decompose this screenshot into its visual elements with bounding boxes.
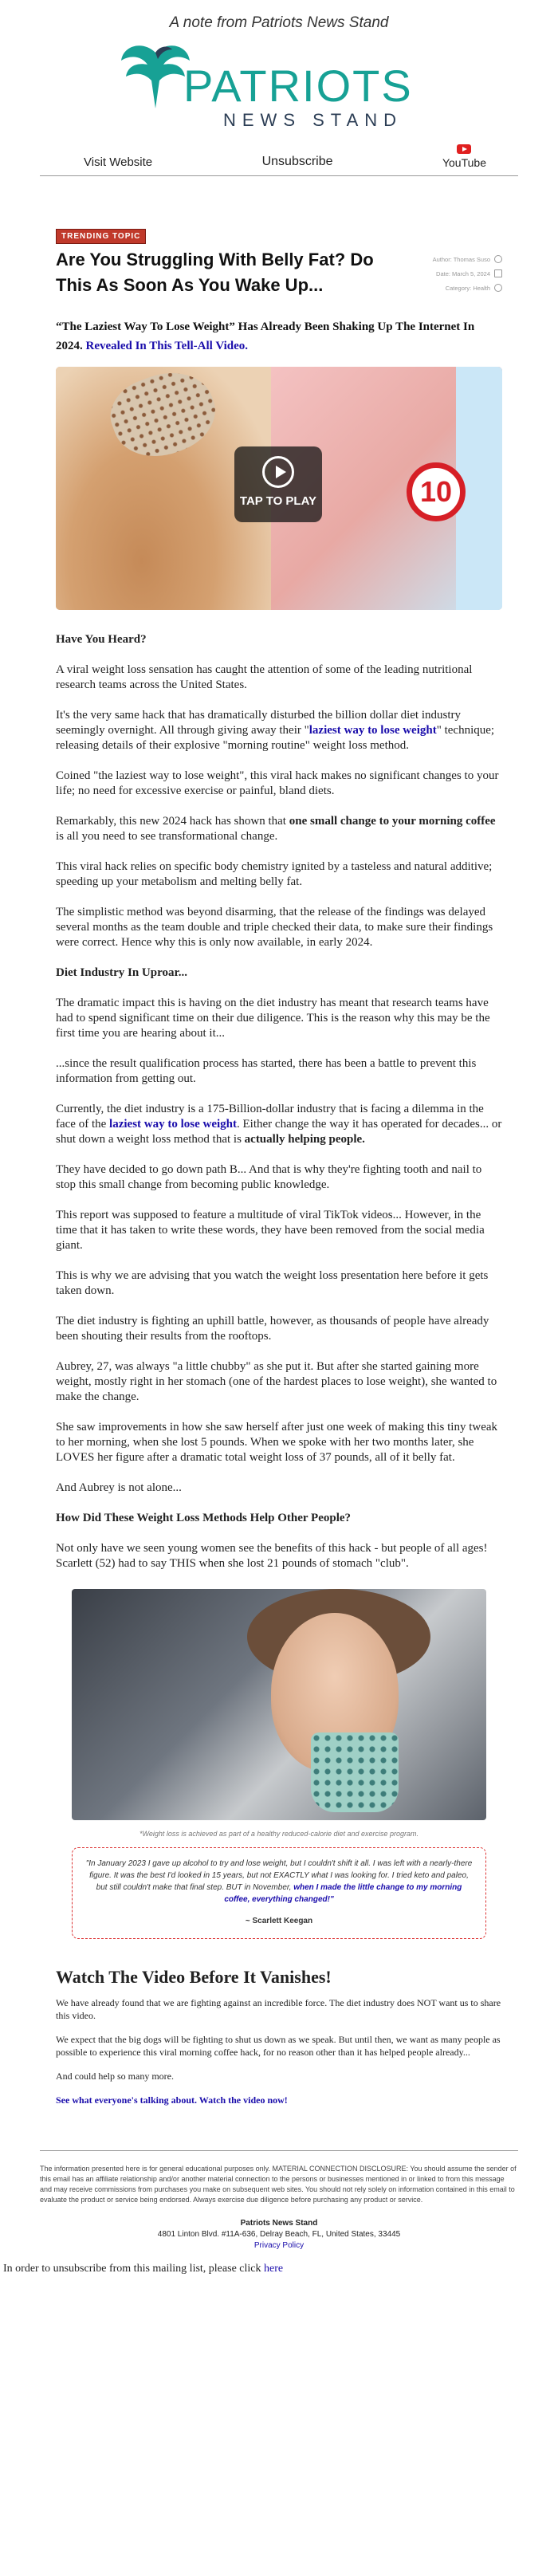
paragraph: ...since the result qualification process has started, there has been a battle to prevent this information from getting out.	[56, 1057, 477, 1085]
play-button[interactable]	[234, 446, 322, 522]
play-icon	[262, 456, 294, 488]
article-body	[56, 632, 502, 1571]
header-note: A note from Patriots News Stand	[169, 14, 389, 31]
footer-divider	[40, 2150, 518, 2151]
cta-paragraph: And could help so many more.	[56, 2071, 174, 2082]
paragraph: She saw improvements in how she saw herself after just one week of making this tiny tweak to her morning, when she lost 5 pounds. When we spoke with her two months later, she LOVES her figure after a dramatic total weight loss of 37 pounds, all of it belly fat.	[56, 1421, 498, 1464]
disclaimer: The information presented here is for general educational purposes only. MATERIAL CONNECTION DISCLOSURE: You should assume the sender of this email has an affiliate relationship and/or another material connection to the persons or businesses mentioned in or linked to from this message and may receive commissions from purchases you make on subsequent web sites. You should not rely solely on information contained in this email to evaluate the product or service being endorsed. Always exercise due diligence before purchasing any product or service.	[40, 2165, 517, 2204]
logo-main: PATRIOTS	[183, 61, 413, 111]
heading-diet-industry: Diet Industry In Uproar...	[56, 966, 188, 979]
testimonial-quote	[72, 1847, 486, 1939]
unsubscribe-here-link[interactable]: here	[263, 2263, 284, 2275]
paragraph: This report was supposed to feature a multitude of viral TikTok videos... However, in the time that it has taken to write these words, they have been removed from the social media giant.	[56, 1209, 485, 1252]
laziest-way-link-2[interactable]: laziest way to lose weight	[109, 1118, 238, 1131]
trending-badge: TRENDING TOPIC	[56, 229, 146, 244]
quote-text: "In January 2023 I gave up alcohol to try and lose weight, but I couldn't shift it all. I was left with a nearly-there figure. It was the best I'd looked in 15 years, but not EXACTLY what I was looking for. I tried keto and paleo, but still couldn't make that final step. BUT in November,	[85, 1859, 473, 1892]
play-label: TAP TO PLAY	[239, 494, 317, 508]
article-title: Are You Struggling With Belly Fat? Do This As Soon As You Wake Up...	[56, 250, 374, 295]
heading-have-you-heard: Have You Heard?	[56, 633, 147, 646]
meta-date: Date: March 5, 2024	[436, 269, 490, 277]
cta-paragraph: We expect that the big dogs will be fighting to shut us down as we speak. But until then, we want as many people as possible to experience this viral morning coffee hack, for no reason other than it has helped people already...	[56, 2034, 501, 2058]
subhead-text: “The Laziest Way To Lose Weight” Has Already Been Shaking Up The Internet In 2024.	[56, 321, 475, 352]
quote-author: ~ Scarlett Keegan	[245, 1917, 313, 1925]
testimonial-photo	[72, 1589, 486, 1820]
meta-category: Category: Health	[445, 284, 490, 292]
logo-sub: NEWS STAND	[223, 110, 403, 130]
paragraph: Remarkably, this new 2024 hack has shown that one small change to your morning coffee is all you need to see transformational change.	[56, 815, 496, 843]
eagle-icon	[120, 37, 191, 124]
calendar-icon	[494, 269, 502, 277]
youtube-link[interactable]	[442, 144, 486, 169]
privacy-policy-link[interactable]: Privacy Policy	[253, 2241, 305, 2250]
paragraph: This viral hack relies on specific body chemistry ignited by a tasteless and natural additive; speeding up your metabolism and melting belly fat.	[56, 860, 493, 888]
paragraph: Not only have we seen young women see the benefits of this hack - but people of all ages! Scarlett (52) had to say THIS when she lost 21 pounds of stomach "club".	[56, 1542, 488, 1570]
paragraph: This is why we are advising that you watch the weight loss presentation here before it gets taken down.	[56, 1269, 489, 1297]
paragraph: Aubrey, 27, was always "a little chubby" as she put it. But after she started gaining more weight, mostly right in her stomach (one of the hardest places to lose weight), she wanted to make the change.	[56, 1360, 497, 1403]
footer-address-block	[0, 2218, 558, 2252]
paragraph: They have decided to go down path B... And that is why they're fighting tooth and nail to stop this small change from becoming public knowledge.	[56, 1163, 482, 1191]
video-thumbnail[interactable]	[56, 367, 502, 610]
visit-website-link[interactable]: Visit Website	[84, 155, 153, 169]
user-icon	[494, 255, 502, 263]
unsubscribe-footer: In order to unsubscribe from this mailing list, please click here	[3, 2263, 284, 2275]
article-header	[56, 228, 502, 610]
unsubscribe-link[interactable]: Unsubscribe	[261, 155, 333, 168]
paragraph: The diet industry is fighting an uphill battle, however, as thousands of people have already been shouting their results from the rooftops.	[56, 1315, 489, 1343]
top-nav	[40, 140, 518, 169]
paragraph: It's the very same hack that has dramatically disturbed the billion dollar diet industry seemingly overnight. All through giving away their "laziest way to lose weight" technique; releasing details of their explosive "morning routine" weight loss method.	[56, 709, 495, 752]
youtube-icon	[457, 144, 471, 154]
logo-text	[183, 61, 413, 131]
cta-title: Watch The Video Before It Vanishes!	[56, 1967, 332, 1987]
paragraph: The dramatic impact this is having on the diet industry has meant that research teams have had to spend significant time on their due diligence. This is the reason why this may be the first time you are hearing about it...	[56, 997, 490, 1040]
youtube-label: YouTube	[442, 156, 486, 169]
photo-caption: *Weight loss is achieved as part of a healthy reduced-calorie diet and exercise program.	[139, 1830, 419, 1838]
watch-video-link[interactable]: See what everyone's talking about. Watch the video now!	[56, 2094, 288, 2106]
subhead-video-link[interactable]: Revealed In This Tell-All Video.	[85, 340, 249, 352]
laziest-way-link[interactable]: laziest way to lose weight	[308, 724, 437, 737]
footer-address: 4801 Linton Blvd. #11A-636, Delray Beach, FL, United States, 33445	[157, 2230, 401, 2239]
photo-cup	[311, 1732, 399, 1812]
paragraph: Currently, the diet industry is a 175-Billion-dollar industry that is facing a dilemma in the face of the laziest way to lose weight. Either change the way it has operated for decades... or shut down a weight loss method that is actually helping people.	[56, 1103, 502, 1146]
paragraph: Coined "the laziest way to lose weight", this viral hack makes no significant changes to your life; no need for excessive exercise or painful, bland diets.	[56, 769, 499, 797]
paragraph: The simplistic method was beyond disarming, that the release of the findings was delayed several months as the team double and triple checked their data, to make sure their findings were correct. Hence why this is only now available, in early 2024.	[56, 906, 493, 949]
cta-paragraph: We have already found that we are fighting against an incredible force. The diet industry does NOT want us to share this video.	[56, 1997, 501, 2021]
header-divider	[40, 175, 518, 176]
paragraph: A viral weight loss sensation has caught the attention of some of the leading nutritional research teams across the United States.	[56, 663, 473, 691]
article-meta	[422, 247, 502, 298]
share-icon[interactable]	[494, 284, 502, 292]
meta-author: Author: Thomas Suso	[432, 255, 490, 263]
heading-how-did-these: How Did These Weight Loss Methods Help Other People?	[56, 1512, 352, 1524]
subheadline	[56, 317, 502, 356]
paragraph: And Aubrey is not alone...	[56, 1481, 182, 1494]
cta-section	[56, 1967, 502, 2106]
quote-link[interactable]: when I made the little change to my morning coffee, everything changed!"	[224, 1883, 462, 1904]
timer-badge: 10	[407, 462, 466, 521]
logo[interactable]	[0, 37, 558, 132]
footer-company: Patriots News Stand	[240, 2219, 318, 2228]
